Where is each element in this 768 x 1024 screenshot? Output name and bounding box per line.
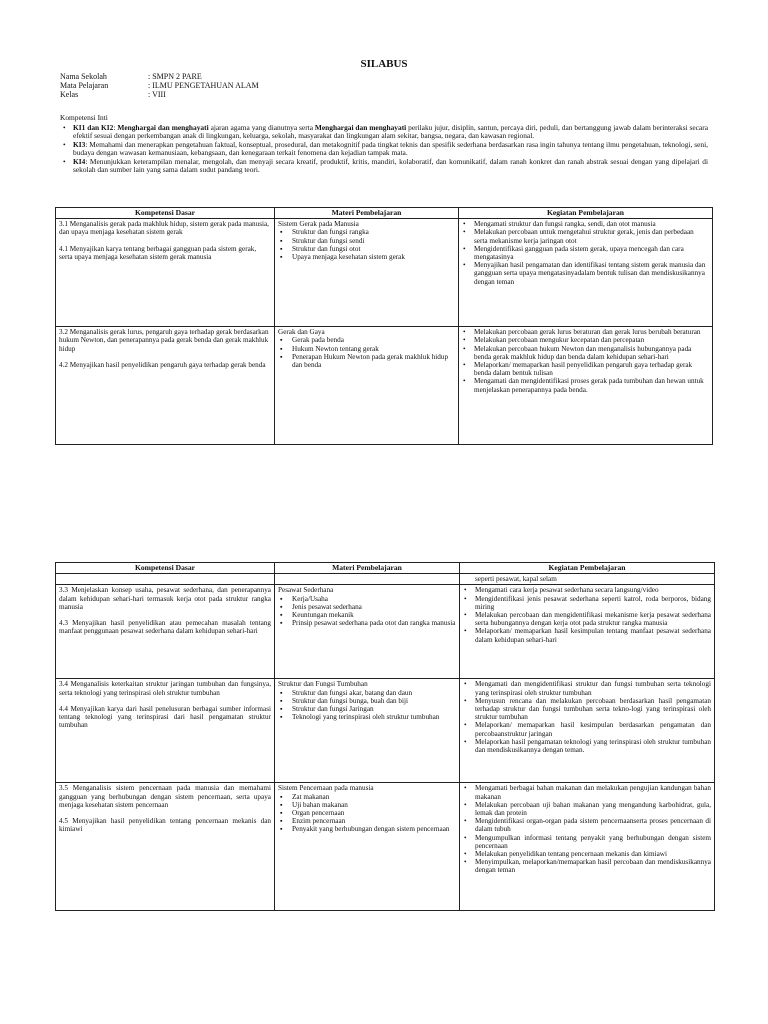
list-item: ▪ Keuntungan mekanik — [278, 611, 456, 619]
list-item: • Mengamati dan mengidentifikasi proses gerak pada tumbuhan dan hewan untuk menjelaskan penerapannya pada benda. — [462, 377, 709, 393]
kd-cell — [56, 585, 275, 679]
list-item: ▪ Kerja/Usaha — [278, 595, 456, 603]
list-item: • Mengidentifikasi gangguan pada sistem gerak, upaya mencegah dan cara mengatasinya — [462, 245, 709, 261]
list-item: • Melakukan percobaan hukum Newton dan menganalisis hubungannya pada benda gerak makhluk hidup dan benda dalam kehidupan sehari-hari — [462, 345, 709, 361]
ki-heading: Kompetensi Inti — [60, 113, 108, 122]
list-item: • Melaporkan/ memaparkan hasil kesimpulan tentang manfaat pesawat sederhana dalam kehidupan sehari-hari — [463, 627, 711, 643]
kd-text: 3.3 Menjelaskan konsep usaha, pesawat sederhana, dan penerapannya dalam kehidupan sehari-hari termasuk kerja otot pada struktur rangka manusia — [59, 586, 271, 611]
header-kegiatan: Kegiatan Pembelajaran — [460, 563, 715, 574]
table-row — [56, 679, 715, 783]
materi-cell — [275, 219, 459, 327]
materi-title: Sistem Pencernaan pada manusia — [278, 784, 374, 793]
kd-text: 4.2 Menyajikan hasil penyelidikan pengaruh gaya terhadap gerak benda — [59, 360, 266, 369]
header-kompetensi-dasar: Kompetensi Dasar — [56, 208, 275, 219]
list-item: ▪ Struktur dan fungsi rangka — [278, 228, 455, 236]
list-item: ▪ Struktur dan fungsi akar, batang dan daun — [278, 689, 456, 697]
materi-title: Pesawat Sederhana — [278, 586, 334, 595]
ki4-lead: KI4 — [73, 156, 86, 166]
ki1-colon: : — [113, 122, 118, 132]
ki4-item — [60, 158, 708, 175]
kegiatan-list — [463, 680, 711, 754]
kompetensi-inti — [60, 114, 708, 175]
ki3-text: : Memahami dan menerapkan pengetahuan faktual, konseptual, prosedural, dan metakognitif pada tingkat teknis dan spesifik sederhana berdasarkan rasa ingin tahunya tentang ilmu pengetahuan, teknologi, seni, budaya dengan wawasan kemanusiaan, kebangsaan, dan kenegaraan terkait fenomena dan kejadian tampak mata. — [73, 139, 708, 157]
list-item: • Mengidentifikasi jenis pesawat sederhana seperti katrol, roda berporos, bidang miring — [463, 595, 711, 611]
list-item: ▪ Upaya menjaga kesehatan sistem gerak — [278, 253, 455, 261]
kegiatan-cell — [460, 679, 715, 783]
kd-text: 4.1 Menyajikan karya tentang berbagai gangguan pada sistem gerak, serta upaya menjaga kesehatan sistem gerak manusia — [59, 244, 257, 261]
list-item: • Mengamati dan mengidentifikasi struktur dan fungsi tumbuhan serta teknologi yang terinspirasi oleh struktur tumbuhan — [463, 680, 711, 696]
list-item: ▪ Jenis pesawat sederhana — [278, 603, 456, 611]
materi-cell — [275, 783, 460, 911]
list-item: • Menyimpulkan, melaporkan/memaparkan hasil percobaan dan mendiskusikannya dengan teman — [463, 858, 711, 874]
table-row — [56, 574, 715, 585]
kd-text: 3.2 Menganalisis gerak lurus, pengaruh gaya terhadap gerak berdasarkan hukum Newton, dan penerapannya pada gerak benda dan gerak makhluk hidup — [59, 328, 269, 353]
kd-cell — [56, 219, 275, 327]
continuation-text: seperti pesawat, kapal selam — [475, 575, 557, 584]
ki4-text: : Menunjukkan keterampilan menalar, mengolah, dan menyaji secara kreatif, produktif, kritis, mandiri, kolaboratif, dan komunikatif, dalam ranah konkret dan ranah abstrak sesuai dengan yang dipelajari di sekolah dan sumber lain yang sama dalam sudut pandang teori. — [73, 156, 708, 174]
identity-label: Mata Pelajaran — [60, 81, 109, 90]
ki1-ki2-item — [60, 124, 708, 141]
list-item: • Mengumpulkan informasi tentang penyakit yang berhubungan dengan sistem pencernaan — [463, 834, 711, 850]
list-item: • Melaporkan/ memaparkan hasil penyelidikan pengaruh gaya terhadap gerak benda dalam bentuk tulisan — [462, 361, 709, 377]
materi-list — [278, 228, 455, 261]
materi-list — [278, 595, 456, 628]
list-item: • Melakukan penyelidikan tentang pencernaan mekanis dan kimiawi — [463, 850, 711, 858]
kd-text: 4.3 Menyajikan hasil penyelidikan atau pemecahan masalah tentang manfaat penggunaan pesawat sederhana dalam kehidupan sehari-hari — [59, 619, 271, 636]
identity-row-subject — [60, 81, 259, 90]
list-item: ▪ Struktur dan fungsi bunga, buah dan biji — [278, 697, 456, 705]
header-materi: Materi Pembelajaran — [275, 563, 460, 574]
kegiatan-cell — [460, 783, 715, 911]
kd-cell — [56, 574, 275, 585]
syllabus-table-2 — [55, 562, 715, 911]
identity-value: : ILMU PENGETAHUAN ALAM — [148, 81, 259, 90]
kegiatan-cell — [459, 327, 713, 445]
identity-label: Kelas — [60, 90, 79, 99]
header-kegiatan: Kegiatan Pembelajaran — [459, 208, 713, 219]
table-row — [56, 219, 713, 327]
identity-row-class — [60, 90, 259, 99]
list-item: ▪ Organ pencernaan — [278, 809, 456, 817]
materi-title: Gerak dan Gaya — [278, 328, 325, 337]
kd-cell — [56, 679, 275, 783]
kd-cell — [56, 783, 275, 911]
list-item: ▪ Penerapan Hukum Newton pada gerak makhluk hidup dan benda — [278, 353, 455, 369]
kd-text: 3.5 Menganalisis sistem pencernaan pada manusia dan memahami gangguan yang berhubungan dengan sistem pencernaan, serta upaya menjaga kesehatan sistem pencernaan — [59, 784, 271, 809]
list-item: ▪ Gerak pada benda — [278, 336, 455, 344]
list-item: • Melakukan percobaan uji bahan makanan yang mengandung karbohidrat, gula, lemak dan protein — [463, 801, 711, 817]
list-item: • Mengamati cara kerja pesawat sederhana secara langsung/video — [463, 586, 711, 594]
list-item: • Menyajikan hasil pengamatan dan identifikasi tentang sistem gerak manusia dan gangguan serta upaya mengatasinyadalam bentuk tulisan dan mendiskusikannya dengan teman — [462, 261, 709, 286]
list-item: ▪ Uji bahan makanan — [278, 801, 456, 809]
list-item: ▪ Penyakit yang berhubungan dengan sistem pencernaan — [278, 825, 456, 833]
kegiatan-list — [462, 220, 709, 286]
syllabus-table-1 — [55, 207, 713, 445]
list-item: • Melaporkan hasil pengamatan teknologi yang terinspirasi oleh struktur tumbuhan dan mendiskusikannya dengan teman. — [463, 738, 711, 754]
materi-title: Sistem Gerak pada Manusia — [278, 220, 359, 229]
kegiatan-list — [463, 784, 711, 874]
list-item: • Mengamati struktur dan fungsi rangka, sendi, dan otot manusia — [462, 220, 709, 228]
list-item: ▪ Struktur dan fungsi otot — [278, 245, 455, 253]
list-item: ▪ Hukum Newton tentang gerak — [278, 345, 455, 353]
materi-title: Struktur dan Fungsi Tumbuhan — [278, 680, 368, 689]
materi-cell — [275, 574, 460, 585]
kd-text: 3.1 Menganalisis gerak pada makhluk hidup, sistem gerak pada manusia, dan upaya menjaga kesehatan sistem gerak — [59, 220, 269, 237]
identity-value: : SMPN 2 PARE — [148, 72, 202, 81]
list-item: • Mengamati berbagai bahan makanan dan melakukan pengujian kandungan bahan makanan — [463, 784, 711, 800]
list-item: ▪ Enzim pencernaan — [278, 817, 456, 825]
page-title: SILABUS — [360, 58, 408, 70]
kegiatan-cell — [460, 585, 715, 679]
identity-value: : VIII — [148, 90, 166, 99]
materi-cell — [275, 327, 459, 445]
ki1-bold-2: Menghargai dan menghayati — [314, 122, 407, 132]
kd-cell — [56, 327, 275, 445]
list-item: • Melakukan percobaan mengukur kecepatan dan percepatan — [462, 336, 709, 344]
ki3-lead: KI3 — [73, 139, 86, 149]
list-item: ▪ Struktur dan fungsi Jaringan — [278, 705, 456, 713]
list-item: ▪ Zat makanan — [278, 793, 456, 801]
list-item: ▪ Prinsip pesawat sederhana pada otot dan rangka manusia — [278, 619, 456, 627]
kd-text: 4.5 Menyajikan hasil penyelidikan tentang pencernaan mekanis dan kimiawi — [59, 817, 271, 834]
ki1-text-2: perilaku jujur, disiplin, santun, percaya diri, peduli, dan bertanggung jawab dalam berinteraksi secara efektif sesuai dengan perkembangan anak di lingkungan, keluarga, sekolah, masyarakat dan lingkungan alam sekitar, bangsa, negara, dan kawasan regional. — [73, 122, 709, 140]
list-item: • Mengidentifikasi organ-organ pada sistem pencernaanserta proses pencernaan di dalam tubuh — [463, 817, 711, 833]
kegiatan-list — [463, 586, 711, 643]
kegiatan-cell — [459, 219, 713, 327]
materi-list — [278, 793, 456, 834]
ki3-item — [60, 141, 708, 158]
ki1-bold-1: Menghargai dan menghayati — [117, 122, 209, 132]
list-item: ▪ Struktur dan fungsi sendi — [278, 237, 455, 245]
list-item: ▪ Teknologi yang terinspirasi oleh struktur tumbuhan — [278, 713, 456, 721]
list-item: • Melakukan percobaan untuk mengetahui struktur gerak, jenis dan perbedaan serta mekanisme kerja jaringan otot — [462, 228, 709, 244]
table-row — [56, 783, 715, 911]
list-item: • Melaporkan/ memaparkan hasil kesimpulan berdasarkan pengamatan dan percobaanstruktur jaringan — [463, 721, 711, 737]
materi-cell — [275, 585, 460, 679]
kegiatan-cell — [460, 574, 715, 585]
identity-label: Nama Sekolah — [60, 72, 107, 81]
table-row — [56, 327, 713, 445]
header-materi: Materi Pembelajaran — [275, 208, 459, 219]
kd-text: 3.4 Menganalisis keterkaitan struktur jaringan tumbuhan dan fungsinya, serta teknologi yang terinspirasi oleh struktur tumbuhan — [59, 680, 271, 697]
header-kompetensi-dasar: Kompetensi Dasar — [56, 563, 275, 574]
list-item: • Melakukan percobaan dan mengidentifikasi mekanisme kerja pesawat sederhana serta hubungannya dengan kerja otot pada struktur rangka manusia — [463, 611, 711, 627]
school-identity — [60, 72, 259, 99]
list-item: • Melakukan percobaan gerak lurus beraturan dan gerak lurus berubah beraturan — [462, 328, 709, 336]
materi-list — [278, 336, 455, 369]
table-row — [56, 585, 715, 679]
materi-list — [278, 689, 456, 722]
ki1-text-1: ajaran agama yang dianutnya serta — [208, 122, 315, 132]
materi-cell — [275, 679, 460, 783]
ki1-lead: KI1 dan KI2 — [73, 122, 114, 132]
kd-text: 4.4 Menyajikan karya dari hasil penelusuran berbagai sumber informasi tentang teknologi yang terinspirasi dari hasil pengamatan struktur tumbuhan — [59, 704, 271, 730]
list-item: • Menyusun rencana dan melakukan percobaan berdasarkan hasil pengamatan terhadap struktur dan fungsi tumbuhan serta tekno-logi yang terinspirasi oleh struktur tumbuhan — [463, 697, 711, 722]
identity-row-school — [60, 72, 259, 81]
kegiatan-list — [462, 328, 709, 394]
